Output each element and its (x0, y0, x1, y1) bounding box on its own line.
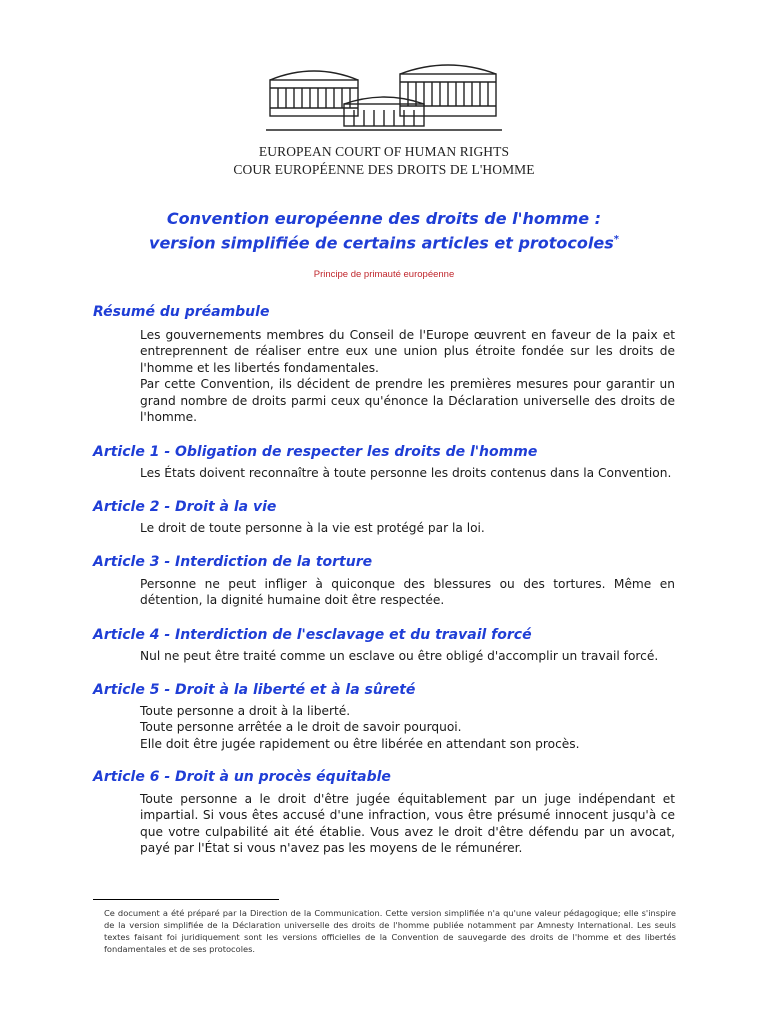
paragraph: Toute personne a le droit d'être jugée équitablement par un juge indépendant et impartial. Si vous êtes accusé d'une infraction, vous être présumé innocent jusqu'à ce que votre culpabilité ait été établie. Vous avez le droit d'être défendu par un avocat, payé par l'État si vous n'avez pas les moyens de le rémunérer. (140, 792, 675, 856)
paragraph: Par cette Convention, ils décident de prendre les premières mesures pour garantir un grand nombre de droits parmi ceux qu'énonce la Déclaration universelle des droits de l'homme. (140, 377, 675, 425)
footnote-marker: * (613, 234, 619, 245)
paragraph: Nul ne peut être traité comme un esclave ou être obligé d'accomplir un travail forcé. (140, 649, 659, 663)
section-heading: Article 1 - Obligation de respecter les droits de l'homme (93, 444, 538, 460)
title-line-1: Convention européenne des droits de l'homme : (166, 209, 602, 228)
court-name-english: EUROPEAN COURT OF HUMAN RIGHTS (258, 144, 510, 159)
paragraph: Les gouvernements membres du Conseil de l'Europe œuvrent en faveur de la paix et entreprennent de réaliser entre eux une union plus étroite fondée sur les droits de l'homme et les libertés fondamentales. (140, 328, 675, 375)
footnote-divider (93, 899, 279, 900)
section-text (140, 703, 675, 752)
section-text (140, 791, 675, 857)
section-text (140, 465, 675, 481)
section-text (140, 648, 675, 664)
section-text (140, 520, 675, 536)
subtitle: Principe de primauté européenne (313, 269, 455, 280)
section-heading: Article 4 - Interdiction de l'esclavage et du travail forcé (93, 627, 532, 643)
document-title (0, 208, 768, 253)
title-line-2 (0, 229, 768, 253)
paragraph: Le droit de toute personne à la vie est protégé par la loi. (140, 521, 485, 535)
paragraph: Toute personne arrêtée a le droit de savoir pourquoi. (140, 720, 462, 735)
paragraph: Toute personne a droit à la liberté. (140, 704, 351, 718)
section-text (140, 327, 675, 425)
court-building-logo (264, 58, 504, 134)
section-heading: Article 6 - Droit à un procès équitable (93, 769, 391, 785)
paragraph: Elle doit être jugée rapidement ou être libérée en attendant son procès. (140, 736, 580, 751)
section-heading: Article 3 - Interdiction de la torture (93, 554, 373, 570)
section-heading: Article 2 - Droit à la vie (93, 499, 277, 515)
footnote: Ce document a été préparé par la Direction de la Communication. Cette version simplifiée n'a qu'une valeur pédagogique; elle s'inspire de la version simplifiée de la Déclaration universelle des droits de l'homme publiée notamment par Amnesty International. Les seuls textes faisant foi juridiquement sont les versions officielles de la Convention de sauvegarde des droits de l'homme et des libertés fondamentales et de ses protocoles. (104, 908, 676, 954)
court-name-french: COUR EUROPÉENNE DES DROITS DE L'HOMME (233, 162, 535, 177)
section-text (140, 576, 675, 609)
paragraph: Personne ne peut infliger à quiconque des blessures ou des tortures. Même en détention, la dignité humaine doit être respectée. (140, 577, 675, 608)
section-heading: Article 5 - Droit à la liberté et à la sûreté (93, 682, 416, 698)
title-line-2-text: version simplifiée de certains articles et protocoles (149, 233, 614, 253)
paragraph: Les États doivent reconnaître à toute personne les droits contenus dans la Convention. (140, 466, 672, 480)
section-heading: Résumé du préambule (93, 304, 270, 320)
